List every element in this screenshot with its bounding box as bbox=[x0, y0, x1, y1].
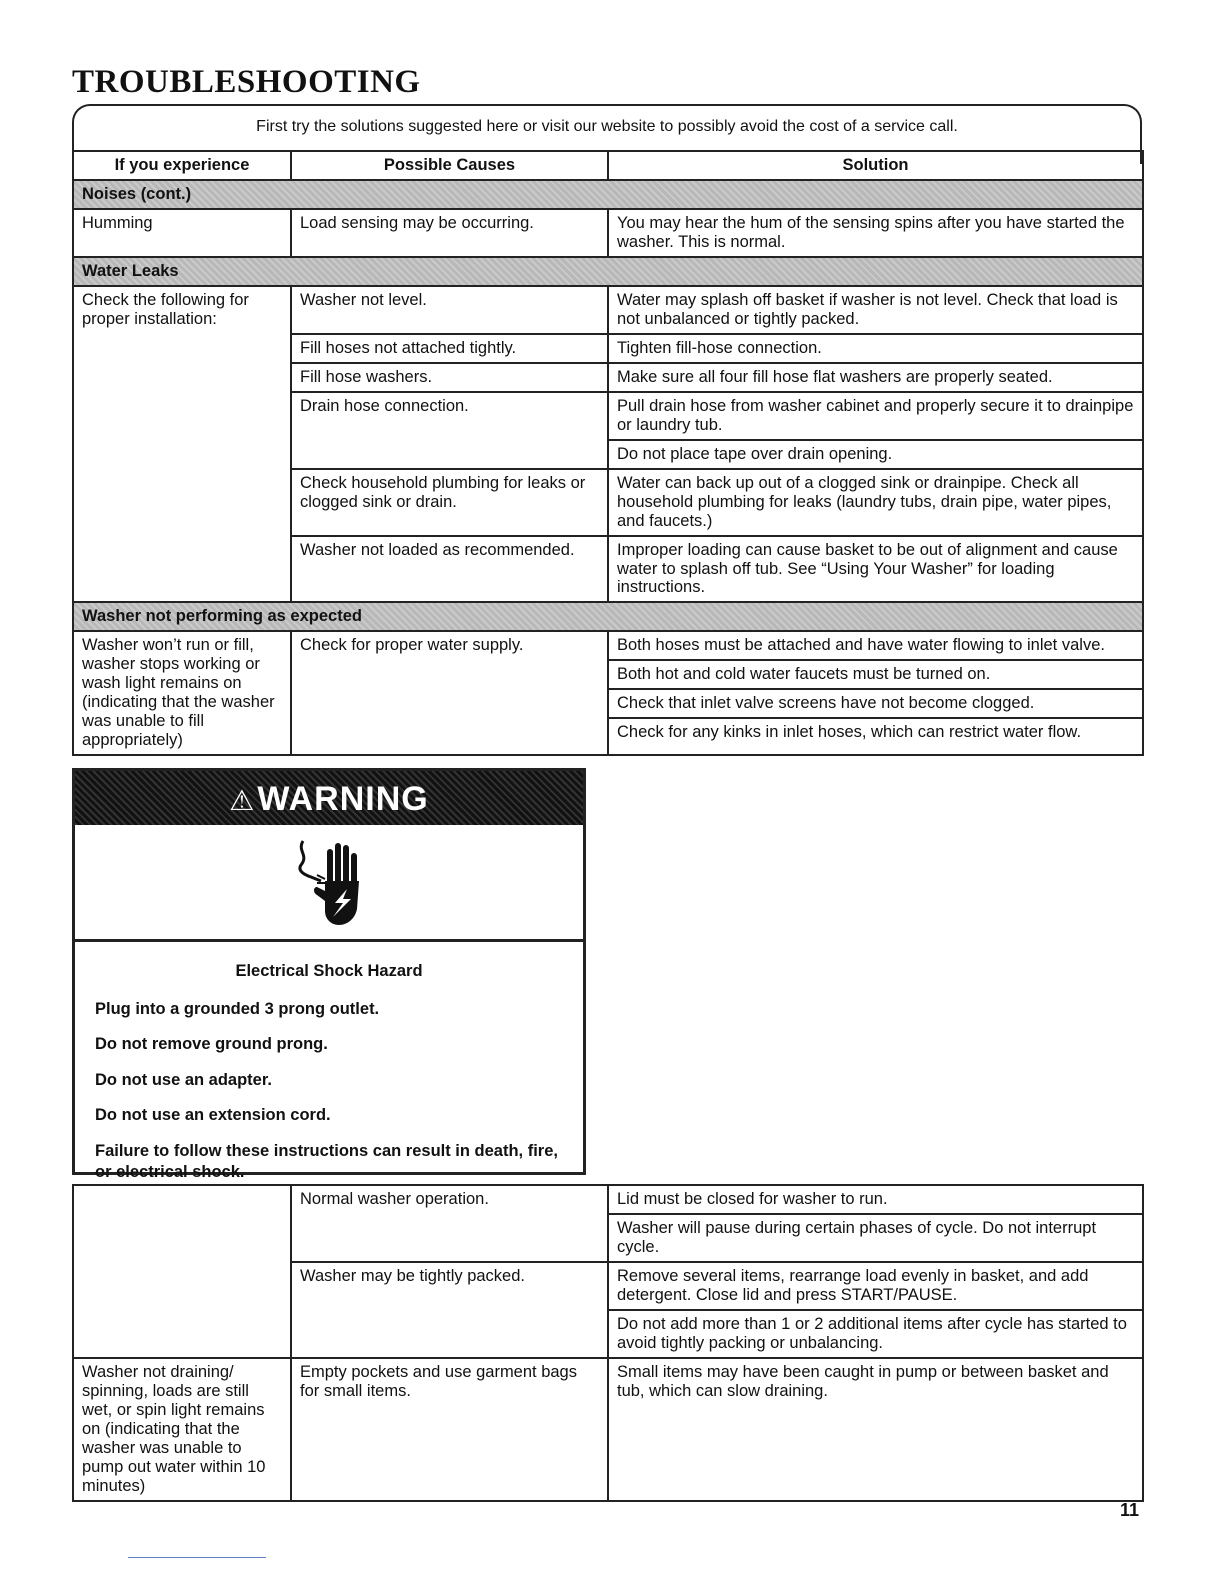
header-solution: Solution bbox=[608, 151, 1143, 180]
electrical-shock-hand-icon bbox=[295, 835, 365, 931]
solution-item: Check for any kinks in inlet hoses, which can restrict water flow. bbox=[617, 723, 1082, 742]
warning-box bbox=[72, 768, 586, 1182]
experience-cell: Washer not draining/ spinning, loads are still wet, or spin light remains on (indicating that the washer was unable to pump out water within 10 minutes) bbox=[73, 1358, 291, 1501]
warning-label: WARNING bbox=[257, 780, 429, 818]
cause-cell: Normal washer operation. bbox=[291, 1185, 608, 1262]
section-row bbox=[73, 180, 1143, 209]
hazard-title: Electrical Shock Hazard bbox=[235, 962, 423, 980]
cause-cell: Washer not level. bbox=[291, 286, 608, 334]
intro-text: First try the solutions suggested here or visit our website to possibly avoid the cost of a service call. bbox=[256, 118, 958, 135]
warning-header bbox=[75, 771, 583, 825]
table-header-row bbox=[73, 151, 1143, 180]
warning-triangle-icon: ⚠ bbox=[229, 785, 256, 816]
section-water-leaks: Water Leaks bbox=[73, 257, 1143, 286]
section-row bbox=[73, 257, 1143, 286]
solution-cell: You may hear the hum of the sensing spins after you have started the washer. This is normal. bbox=[608, 209, 1143, 257]
header-causes: Possible Causes bbox=[291, 151, 608, 180]
experience-cell: Check the following for proper installation: bbox=[73, 286, 291, 603]
solution-item: Do not add more than 1 or 2 additional items after cycle has started to avoid tightly packing or unbalancing. bbox=[617, 1314, 1127, 1352]
page-number: 11 bbox=[1120, 1500, 1140, 1520]
table-row bbox=[73, 209, 1143, 257]
warning-line: Do not use an adapter. bbox=[95, 1070, 272, 1089]
solution-cell: Water may splash off basket if washer is not level. Check that load is not unbalanced or tightly packed. bbox=[608, 286, 1143, 334]
divider bbox=[128, 1557, 266, 1558]
cause-cell: Drain hose connection. bbox=[291, 392, 608, 469]
solution-item: Both hoses must be attached and have water flowing to inlet valve. bbox=[609, 632, 1142, 661]
solution-cell bbox=[608, 631, 1143, 755]
solution-cell bbox=[608, 392, 1143, 469]
header-experience: If you experience bbox=[73, 151, 291, 180]
experience-cell: Washer won’t run or fill, washer stops working or wash light remains on (indicating that the washer was unable to fill appropriately) bbox=[73, 631, 291, 755]
cause-cell: Fill hose washers. bbox=[291, 363, 608, 392]
cause-cell: Empty pockets and use garment bags for small items. bbox=[291, 1358, 608, 1501]
table-row bbox=[73, 286, 1143, 334]
cause-cell: Check for proper water supply. bbox=[291, 631, 608, 755]
warning-line: Failure to follow these instructions can result in death, fire, or electrical shock. bbox=[95, 1141, 558, 1182]
solution-item: Do not place tape over drain opening. bbox=[617, 444, 893, 463]
solution-item: Pull drain hose from washer cabinet and properly secure it to drainpipe or laundry tub. bbox=[609, 393, 1142, 441]
troubleshooting-table bbox=[72, 150, 1144, 756]
solution-cell: Small items may have been caught in pump or between basket and tub, which can slow draining. bbox=[608, 1358, 1143, 1501]
warning-line: Do not use an extension cord. bbox=[95, 1106, 331, 1125]
experience-cell bbox=[73, 1185, 291, 1358]
cause-cell: Check household plumbing for leaks or clogged sink or drain. bbox=[291, 469, 608, 536]
solution-item: Check that inlet valve screens have not become clogged. bbox=[609, 690, 1142, 719]
warning-body bbox=[75, 942, 583, 1184]
table-row bbox=[73, 1185, 1143, 1262]
cause-cell: Fill hoses not attached tightly. bbox=[291, 334, 608, 363]
solution-cell bbox=[608, 1185, 1143, 1262]
table-row bbox=[73, 631, 1143, 755]
solution-item: Remove several items, rearrange load evenly in basket, and add detergent. Close lid and press START/PAUSE. bbox=[609, 1263, 1142, 1311]
solution-item: Washer will pause during certain phases of cycle. Do not interrupt cycle. bbox=[617, 1218, 1097, 1256]
experience-cell: Humming bbox=[73, 209, 291, 257]
page-title: TROUBLESHOOTING bbox=[72, 64, 421, 100]
table-row bbox=[73, 1358, 1143, 1501]
warning-line: Plug into a grounded 3 prong outlet. bbox=[95, 1000, 380, 1018]
cause-cell: Washer not loaded as recommended. bbox=[291, 536, 608, 603]
solution-item: Lid must be closed for washer to run. bbox=[609, 1186, 1142, 1215]
section-row bbox=[73, 602, 1143, 631]
solution-cell: Water can back up out of a clogged sink or drainpipe. Check all household plumbing for leaks (laundry tubs, drain pipe, water pipes, and faucets.) bbox=[608, 469, 1143, 536]
warning-icon-panel bbox=[75, 825, 583, 942]
solution-cell: Tighten fill-hose connection. bbox=[608, 334, 1143, 363]
solution-cell: Make sure all four fill hose flat washers are properly seated. bbox=[608, 363, 1143, 392]
cause-cell: Washer may be tightly packed. bbox=[291, 1262, 608, 1358]
warning-line: Do not remove ground prong. bbox=[95, 1035, 328, 1054]
troubleshooting-table-continued bbox=[72, 1184, 1144, 1502]
section-not-performing: Washer not performing as expected bbox=[73, 602, 1143, 631]
section-noises: Noises (cont.) bbox=[73, 180, 1143, 209]
solution-cell bbox=[608, 1262, 1143, 1358]
solution-cell: Improper loading can cause basket to be out of alignment and cause water to splash off tub. See “Using Your Washer” for loading instructions. bbox=[608, 536, 1143, 603]
solution-item: Both hot and cold water faucets must be turned on. bbox=[609, 661, 1142, 690]
cause-cell: Load sensing may be occurring. bbox=[291, 209, 608, 257]
